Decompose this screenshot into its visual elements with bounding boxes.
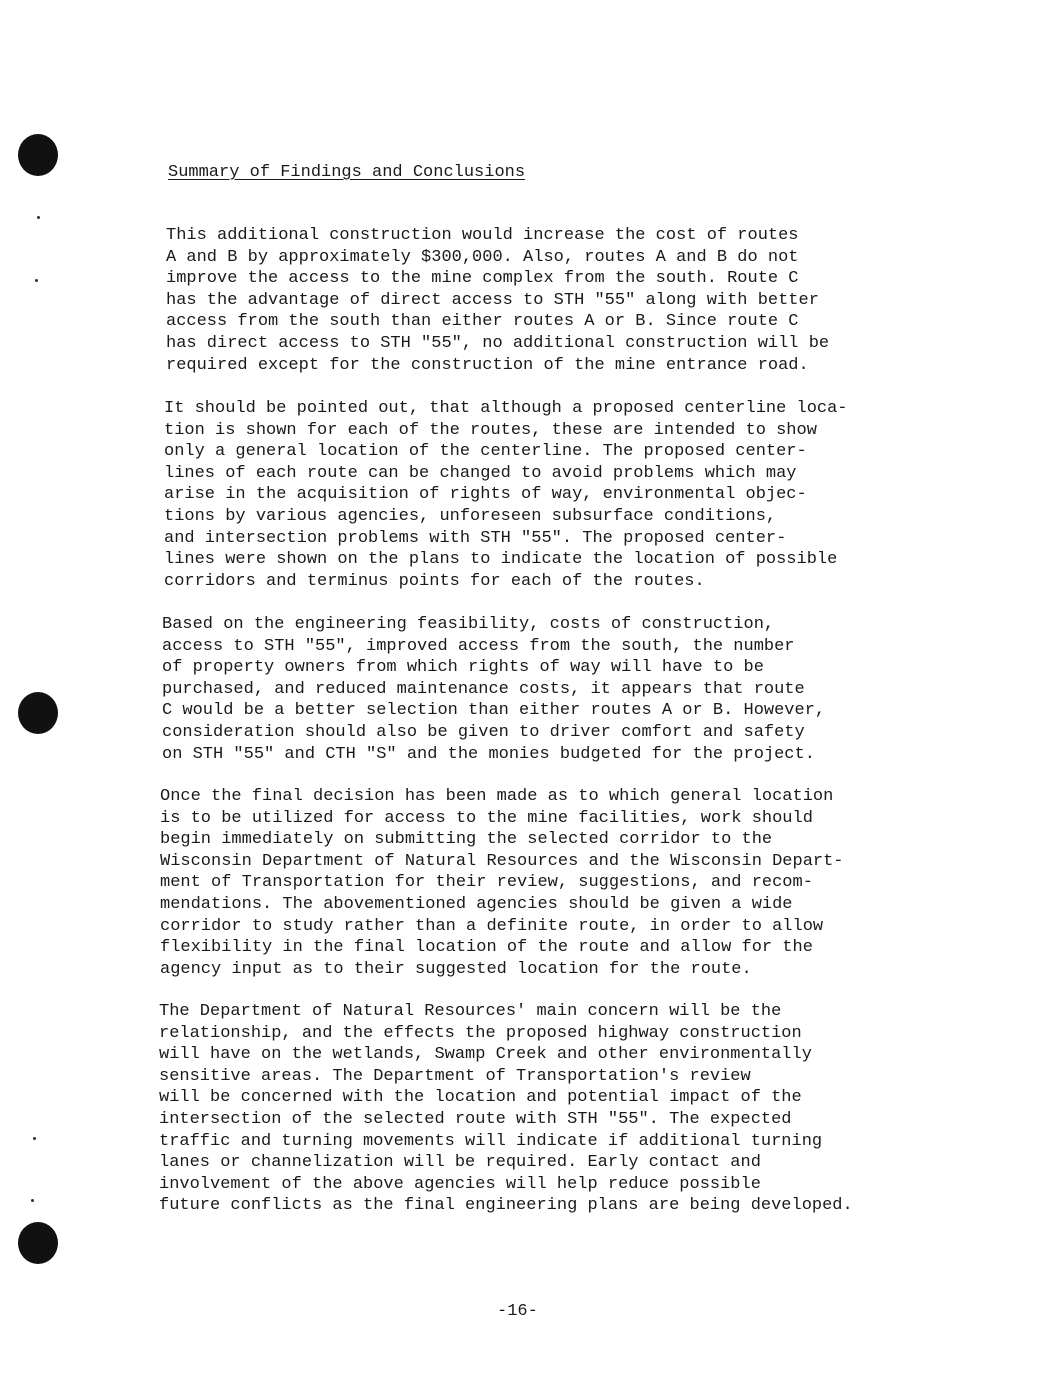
binder-hole-top	[18, 134, 58, 176]
section-heading: Summary of Findings and Conclusions	[168, 163, 526, 182]
text-line: lines of each route can be changed to avoid problems which may	[164, 463, 797, 483]
text-line: corridors and terminus points for each of the routes.	[164, 571, 705, 591]
text-line: arise in the acquisition of rights of way, environmental objec-	[164, 485, 807, 505]
text-line: Based on the engineering feasibility, costs of construction,	[162, 615, 775, 634]
paragraph-route-costs	[166, 225, 829, 376]
text-line: and intersection problems with STH "55". The proposed center-	[164, 528, 787, 548]
text-line: relationship, and the effects the proposed highway construction	[159, 1023, 802, 1043]
page-number: -16-	[497, 1302, 538, 1321]
scan-speck	[33, 1137, 36, 1140]
scan-speck	[37, 216, 40, 219]
binder-hole-middle	[18, 692, 58, 734]
text-line: ment of Transportation for their review, suggestions, and recom-	[160, 873, 813, 893]
text-line: improve the access to the mine complex from the south. Route C	[166, 269, 799, 289]
text-line: only a general location of the centerline. The proposed center-	[164, 442, 807, 462]
text-line: C would be a better selection than either routes A or B. However,	[162, 701, 826, 721]
text-line: of property owners from which rights of way will have to be	[162, 658, 764, 678]
text-line: is to be utilized for access to the mine facilities, work should	[160, 808, 813, 828]
text-line: begin immediately on submitting the selected corridor to the	[160, 830, 773, 850]
scan-speck	[35, 279, 38, 282]
text-line: mendations. The abovementioned agencies should be given a wide	[160, 894, 793, 914]
text-line: purchased, and reduced maintenance costs, it appears that route	[162, 679, 805, 699]
paragraph-centerline-location	[164, 398, 848, 592]
paragraph-route-selection	[162, 614, 825, 765]
text-line: tions by various agencies, unforeseen subsurface conditions,	[164, 506, 777, 526]
text-line: flexibility in the final location of the route and allow for the	[160, 938, 813, 958]
text-line: corridor to study rather than a definite route, in order to allow	[160, 916, 824, 936]
text-line: will be concerned with the location and potential impact of the	[159, 1088, 802, 1108]
binder-hole-bottom	[18, 1222, 58, 1264]
text-line: sensitive areas. The Department of Transportation's review	[159, 1066, 751, 1086]
text-line: consideration should also be given to driver comfort and safety	[162, 722, 805, 742]
text-line: It should be pointed out, that although a proposed centerline loca-	[164, 399, 848, 418]
text-line: required except for the construction of the mine entrance road.	[166, 355, 809, 375]
text-line: on STH "55" and CTH "S" and the monies budgeted for the project.	[162, 744, 815, 764]
text-line: future conflicts as the final engineering plans are being developed.	[159, 1196, 853, 1216]
text-line: traffic and turning movements will indicate if additional turning	[159, 1131, 823, 1151]
text-line: lanes or channelization will be required. Early contact and	[159, 1153, 761, 1173]
text-line: intersection of the selected route with STH "55". The expected	[159, 1109, 792, 1129]
text-line: tion is shown for each of the routes, these are intended to show	[164, 420, 817, 440]
text-line: has direct access to STH "55", no additional construction will be	[166, 333, 830, 353]
text-line: lines were shown on the plans to indicate the location of possible	[164, 550, 838, 570]
text-line: Once the final decision has been made as to which general location	[160, 787, 834, 806]
text-line: agency input as to their suggested location for the route.	[160, 959, 752, 979]
scan-speck	[31, 1199, 34, 1202]
text-line: This additional construction would increase the cost of routes	[166, 226, 799, 245]
text-line: Wisconsin Department of Natural Resources and the Wisconsin Depart-	[160, 851, 844, 871]
text-line: has the advantage of direct access to STH "55" along with better	[166, 290, 819, 310]
text-line: will have on the wetlands, Swamp Creek and other environmentally	[159, 1045, 812, 1065]
text-line: A and B by approximately $300,000. Also, routes A and B do not	[166, 247, 799, 267]
text-line: The Department of Natural Resources' main concern will be the	[159, 1002, 782, 1021]
text-line: access to STH "55", improved access from the south, the number	[162, 636, 795, 656]
paragraph-agency-concerns	[159, 1001, 853, 1217]
text-line: access from the south than either routes A or B. Since route C	[166, 312, 799, 332]
text-line: involvement of the above agencies will help reduce possible	[159, 1174, 761, 1194]
paragraph-agency-review	[160, 786, 844, 980]
